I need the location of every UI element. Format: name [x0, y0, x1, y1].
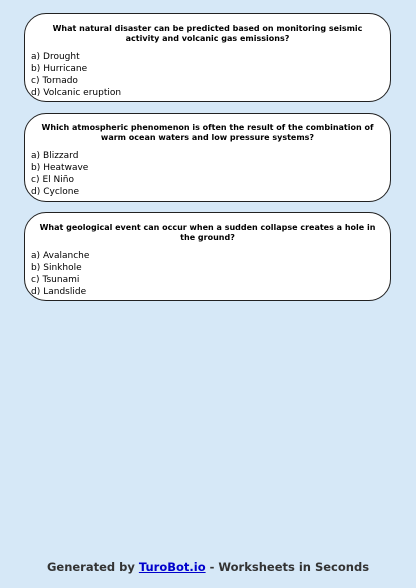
option-a: a) Blizzard	[31, 151, 79, 161]
question-text: What natural disaster can be predicted based on monitoring seismic activity and volcanic gas emissions?	[52, 24, 363, 43]
options-list	[31, 51, 378, 99]
question-card-3	[24, 212, 391, 301]
options-list	[31, 150, 378, 198]
option-b: b) Heatwave	[31, 163, 89, 173]
option-d: d) Cyclone	[31, 187, 80, 197]
option-c: c) El Niño	[31, 175, 74, 185]
option-c: c) Tornado	[31, 76, 78, 86]
question-card-2	[24, 113, 391, 202]
footer-suffix: - Worksheets in Seconds	[205, 560, 370, 574]
option-a: a) Avalanche	[31, 251, 90, 261]
option-b: b) Hurricane	[31, 64, 88, 74]
question-card-1	[24, 13, 391, 102]
footer-prefix: Generated by	[46, 560, 139, 574]
option-b: b) Sinkhole	[31, 263, 82, 273]
question-text: Which atmospheric phenomenon is often the result of the combination of warm ocean waters and low pressure systems?	[41, 123, 374, 142]
option-d: d) Landslide	[31, 287, 87, 297]
turobot-link[interactable]: TuroBot.io	[138, 560, 206, 574]
option-d: d) Volcanic eruption	[31, 88, 122, 98]
options-list	[31, 250, 378, 298]
question-text: What geological event can occur when a sudden collapse creates a hole in the ground?	[39, 223, 376, 242]
option-c: c) Tsunami	[31, 275, 80, 285]
option-a: a) Drought	[31, 52, 80, 62]
footer	[0, 560, 416, 574]
